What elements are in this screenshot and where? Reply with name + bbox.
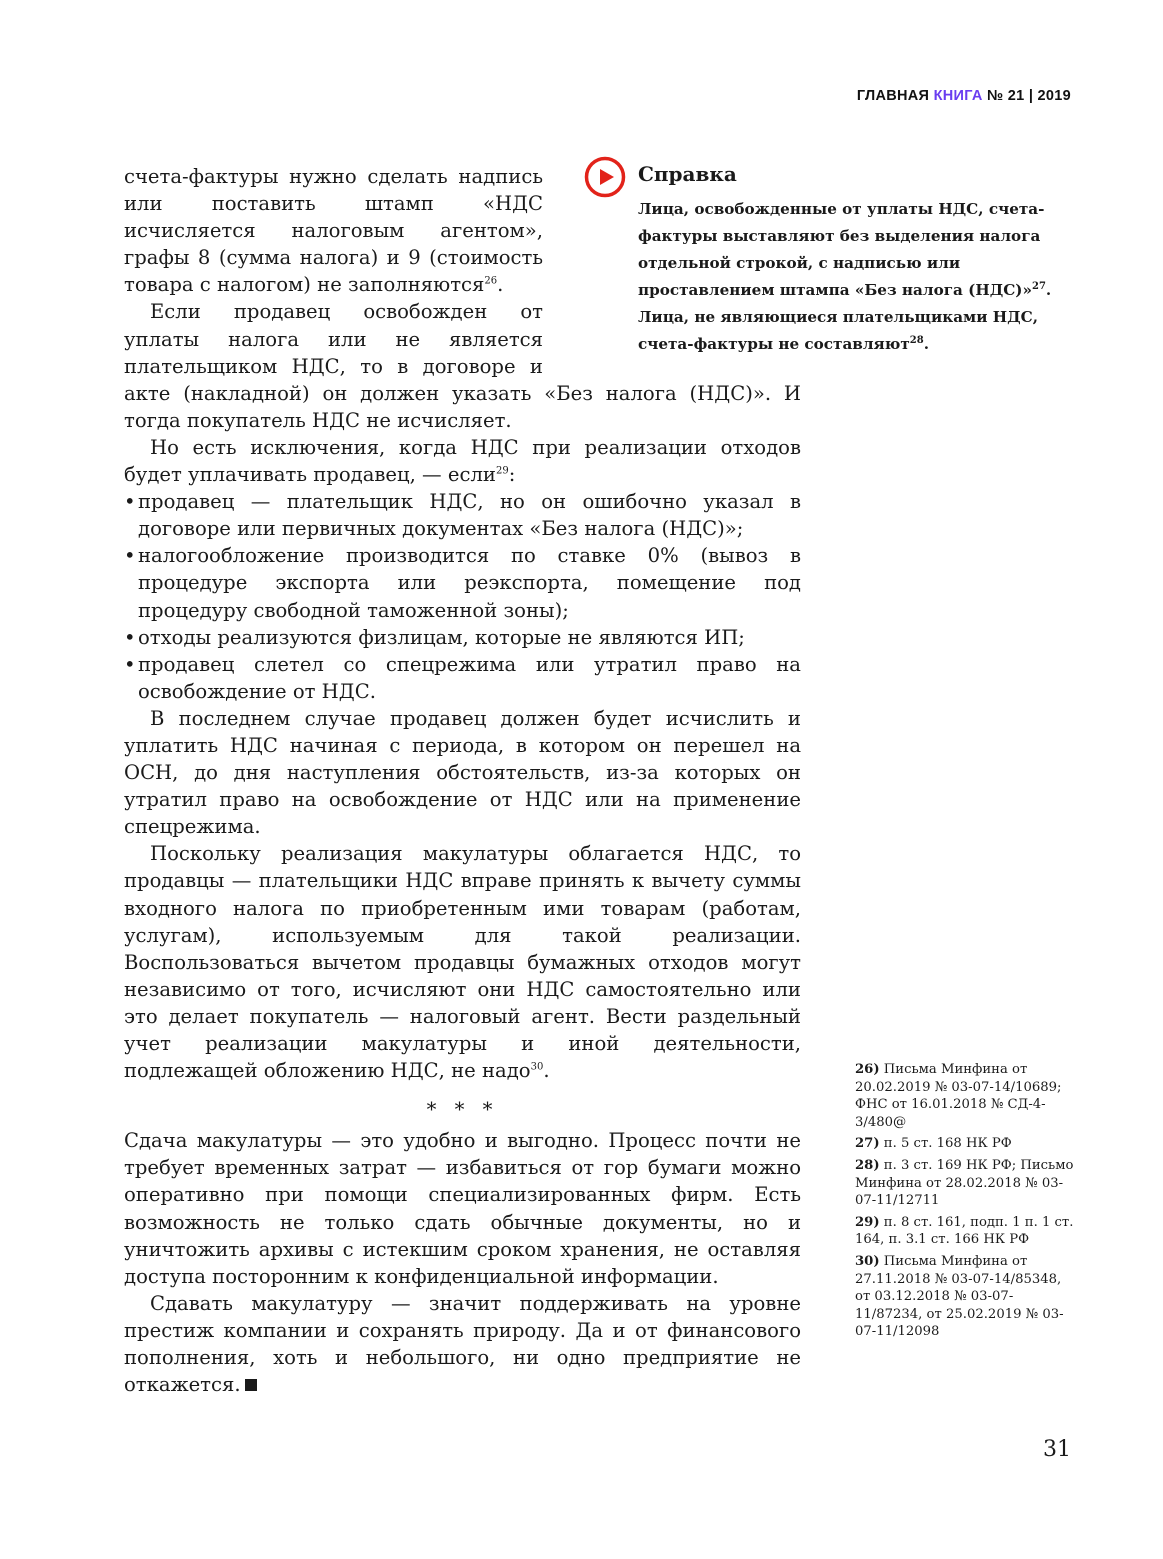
footnote-number: 27) [855, 1136, 880, 1152]
bullet-list [124, 488, 801, 705]
page-number: 31 [1043, 1437, 1071, 1462]
footnote-text: п. 3 ст. 169 НК РФ; Письмо Минфина от 28.02.2018 № 03-07-11/12711 [855, 1157, 1074, 1209]
footnote-ref[interactable]: 28 [909, 334, 924, 346]
footnote-ref[interactable]: 26 [484, 275, 498, 287]
sidebar-spacer [543, 163, 801, 379]
footnote [855, 1157, 1080, 1210]
paragraph: Сдача макулатуры — это удобно и выгодно. Процесс почти не требует временных затрат — избавиться от гор бумаги можно оперативно при помощи специализированных фирм. Есть возможность не только сдать обычные документы, но и уничтожить архивы с истекшим сроком хранения, не оставляя доступа посторонним к конфиденциальной информации. [124, 1129, 801, 1288]
footnote-number: 30) [855, 1253, 880, 1269]
sidebar-paragraph-text: Лица, не являющиеся плательщиками НДС, счета-фактуры не составляют [638, 308, 1039, 353]
paragraph [124, 1290, 801, 1398]
footnote-ref[interactable]: 29 [495, 465, 509, 477]
list-item: • продавец слетел со спецрежима или утратил право на освобождение от НДС. [124, 651, 801, 705]
magazine-title: ГЛАВНАЯ [856, 88, 930, 104]
footnote [855, 1135, 1080, 1153]
sidebar-paragraph: Лица, не являющиеся плательщиками НДС, счета-фактуры не составляют$^{28}$. [638, 308, 1039, 353]
footnote-number: 26) [855, 1062, 880, 1077]
paragraph-text: Но есть исключения, когда НДС при реализации отходов будет уплачивать продавец, — если [124, 435, 801, 487]
footnote-ref[interactable]: 27 [1031, 280, 1046, 292]
footnote-number: 28) [855, 1157, 880, 1173]
paragraph: Если продавец освобожден от уплаты налога или не является плательщиком НДС, то в договоре и акте (накладной) он должен указать «Без налога (НДС)». И тогда покупатель НДС не исчисляет. [124, 300, 801, 432]
footnote-text: Письма Минфина от 20.02.2019 № 03-07-14/10689; ФНС от 16.01.2018 № СД-4-3/480@ [855, 1062, 1062, 1130]
footnote-text: п. 8 ст. 161, подп. 1 п. 1 ст. 164, п. 3.1 ст. 166 НК РФ [855, 1214, 1074, 1248]
footnote [855, 1253, 1080, 1341]
footnote-number: 29) [855, 1214, 880, 1230]
section-separator: * * * [426, 1098, 499, 1122]
footnote-ref[interactable]: 30 [530, 1061, 544, 1073]
footnote [855, 1214, 1080, 1249]
sidebar-title: Справка [638, 162, 737, 186]
issue-number: № 21 | 2019 [987, 88, 1071, 104]
footnote-text: Письма Минфина от 27.11.2018 № 03-07-14/85348, от 03.12.2018 № 03-07-11/87234, от 25.02.2019 № 03-07-11/12098 [855, 1253, 1064, 1340]
end-of-article-mark [245, 1379, 257, 1391]
magazine-title-accent: КНИГА [933, 88, 983, 104]
list-item: • налогообложение производится по ставке 0% (вывоз в процедуре экспорта или реэкспорта, помещение под процедуру свободной таможенной зоны); [124, 542, 801, 623]
footnote-text: п. 5 ст. 168 НК РФ [883, 1136, 1012, 1152]
magazine-header [857, 88, 1071, 104]
paragraph-text: Сдавать макулатуру — значит поддерживать на уровне престиж компании и сохранять природу. Да и от финансового пополнения, хоть и небольшого, ни одно предприятие не откажется. [124, 1291, 801, 1397]
article-body [124, 163, 801, 1398]
paragraph: В последнем случае продавец должен будет исчислить и уплатить НДС начиная с периода, в котором он перешел на ОСН, до дня наступления обстоятельств, из-за которых он утратил право на освобождение от НДС или на применение спецрежима. [124, 706, 801, 839]
footnotes [855, 1061, 1080, 1345]
paragraph-text: счета-фактуры нужно сделать надпись или поставить штамп «НДС исчисляется налоговым агентом», графы 8 (сумма налога) и 9 (стоимость товара с налогом) не заполняются [124, 165, 543, 297]
paragraph: счета-фактуры нужно сделать надпись или поставить штамп «НДС исчисляется налоговым агентом», графы 8 (сумма налога) и 9 (стоимость товара с налогом) не заполняются$^{26}$. [124, 165, 543, 297]
list-item: • продавец — плательщик НДС, но он ошибочно указал в договоре или первичных документах «Без налога (НДС)»; [124, 488, 801, 542]
paragraph-text: Поскольку реализация макулатуры облагается НДС, то продавцы — плательщики НДС вправе принять к вычету суммы входного налога по приобретенным ими товарам (работам, услугам), используемым для такой реализации. Воспользоваться вычетом продавцы бумажных отходов могут независимо от того, исчисляют они НДС самостоятельно или это делает покупатель — налоговый агент. Вести раздельный учет реализации макулатуры и иной деятельности, подлежащей обложению НДС, не надо [124, 842, 801, 1083]
footnote [855, 1061, 1080, 1131]
list-item: • отходы реализуются физлицам, которые не являются ИП; [124, 624, 801, 651]
sidebar-paragraph: Лица, освобожденные от уплаты НДС, счета-фактуры выставляют без выделения налога отдельной строкой, с надписью или проставлением штампа «Без налога (НДС)»$^{27}$. [638, 200, 1052, 299]
sidebar-paragraph-text: Лица, освобожденные от уплаты НДС, счета-фактуры выставляют без выделения налога отдельной строкой, с надписью или проставлением штампа «Без налога (НДС)» [638, 200, 1045, 299]
paragraph: Но есть исключения, когда НДС при реализации отходов будет уплачивать продавец, — если$^{29}$: [124, 435, 801, 487]
paragraph: Поскольку реализация макулатуры облагается НДС, то продавцы — плательщики НДС вправе принять к вычету суммы входного налога по приобретенным ими товарам (работам, услугам), используемым для такой реализации. Воспользоваться вычетом продавцы бумажных отходов могут независимо от того, исчисляют они НДС самостоятельно или это делает покупатель — налоговый агент. Вести раздельный учет реализации макулатуры и иной деятельности, подлежащей обложению НДС, не надо$^{30}$. [124, 842, 801, 1083]
